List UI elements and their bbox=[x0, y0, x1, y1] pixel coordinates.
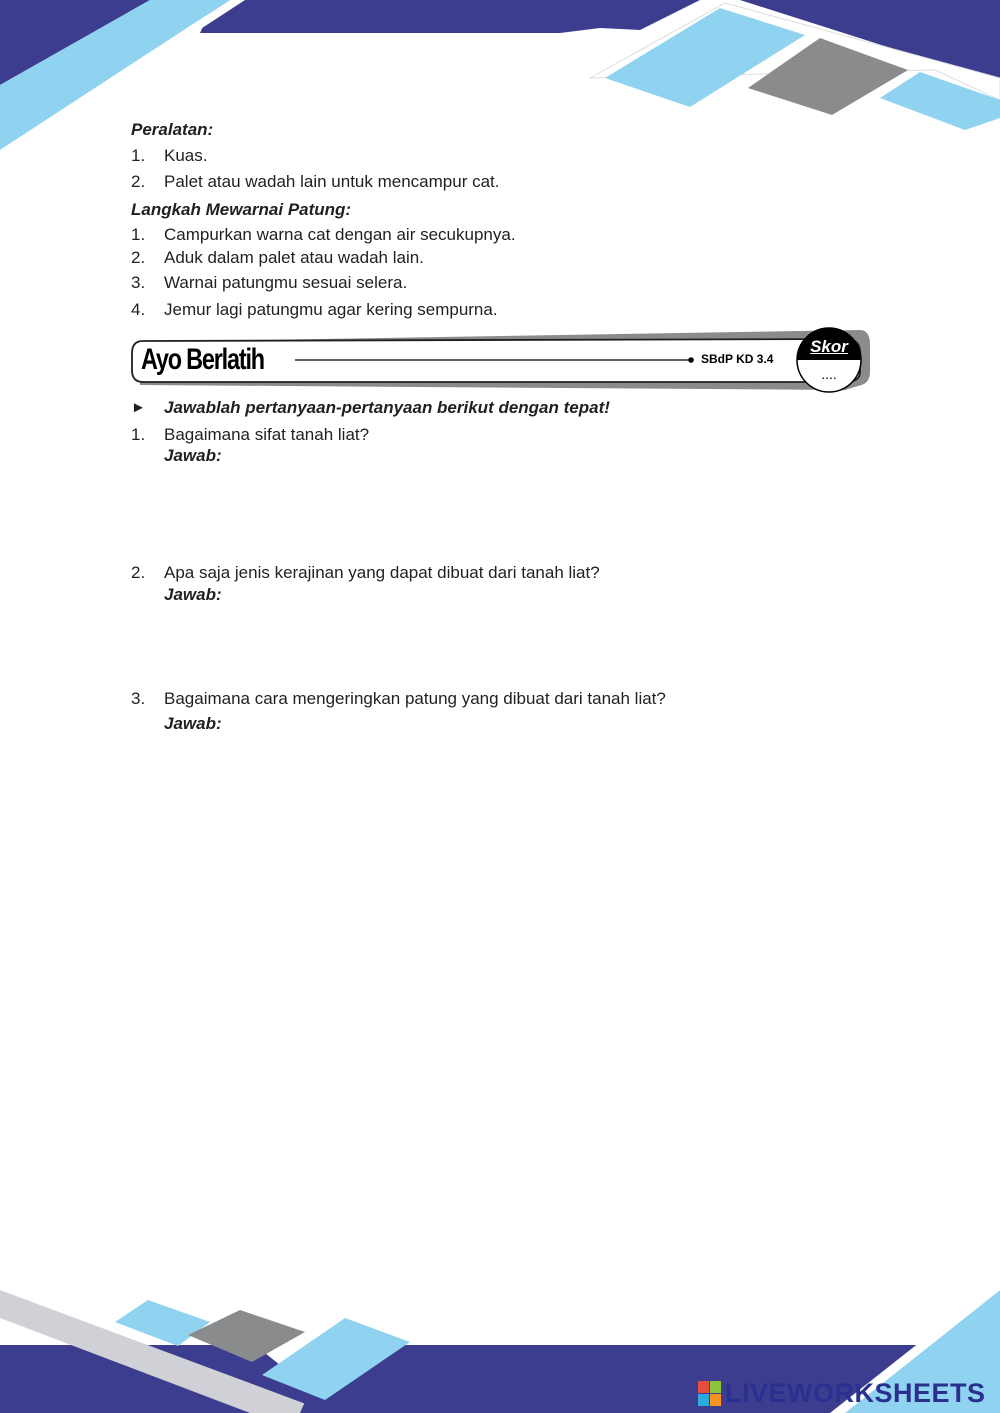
tools-item: Palet atau wadah lain untuk mencampur cat. bbox=[164, 172, 500, 191]
kd-code: SBdP KD 3.4 bbox=[701, 352, 774, 366]
question-number: 1. bbox=[131, 425, 146, 444]
liveworksheets-logo[interactable] bbox=[698, 1378, 986, 1409]
answer-label: Jawab: bbox=[164, 446, 222, 465]
steps-item-number: 1. bbox=[131, 225, 146, 244]
steps-item-number: 2. bbox=[131, 248, 146, 267]
banner-line-dot bbox=[688, 357, 694, 363]
skor-label: Skor bbox=[810, 337, 848, 356]
tools-item: Kuas. bbox=[164, 146, 208, 165]
steps-item-number: 3. bbox=[131, 273, 146, 292]
steps-heading: Langkah Mewarnai Patung: bbox=[131, 200, 352, 219]
instruction-text: Jawablah pertanyaan-pertanyaan berikut dengan tepat! bbox=[164, 398, 610, 417]
instruction-marker: ► bbox=[131, 399, 146, 416]
answer-label: Jawab: bbox=[164, 585, 222, 604]
question-number: 2. bbox=[131, 563, 146, 582]
banner-title: Ayo Berlatih bbox=[141, 343, 264, 376]
question-text: Bagaimana cara mengeringkan patung yang dibuat dari tanah liat? bbox=[164, 689, 666, 708]
question-text: Bagaimana sifat tanah liat? bbox=[164, 425, 370, 444]
steps-item-number: 4. bbox=[131, 300, 146, 319]
tools-heading: Peralatan: bbox=[131, 120, 214, 139]
steps-item: Warnai patungmu sesuai selera. bbox=[164, 273, 408, 292]
tools-item-number: 1. bbox=[131, 146, 146, 165]
steps-item: Aduk dalam palet atau wadah lain. bbox=[164, 248, 424, 267]
question-number: 3. bbox=[131, 689, 146, 708]
liveworksheets-icon bbox=[698, 1381, 722, 1407]
steps-item: Jemur lagi patungmu agar kering sempurna. bbox=[164, 300, 498, 319]
skor-value: .... bbox=[821, 366, 837, 382]
answer-label: Jawab: bbox=[164, 714, 222, 733]
question-text: Apa saja jenis kerajinan yang dapat dibuat dari tanah liat? bbox=[164, 563, 600, 582]
steps-item: Campurkan warna cat dengan air secukupnya. bbox=[164, 225, 516, 244]
liveworksheets-wordmark: LIVEWORKSHEETS bbox=[725, 1378, 986, 1408]
tools-item-number: 2. bbox=[131, 172, 146, 191]
